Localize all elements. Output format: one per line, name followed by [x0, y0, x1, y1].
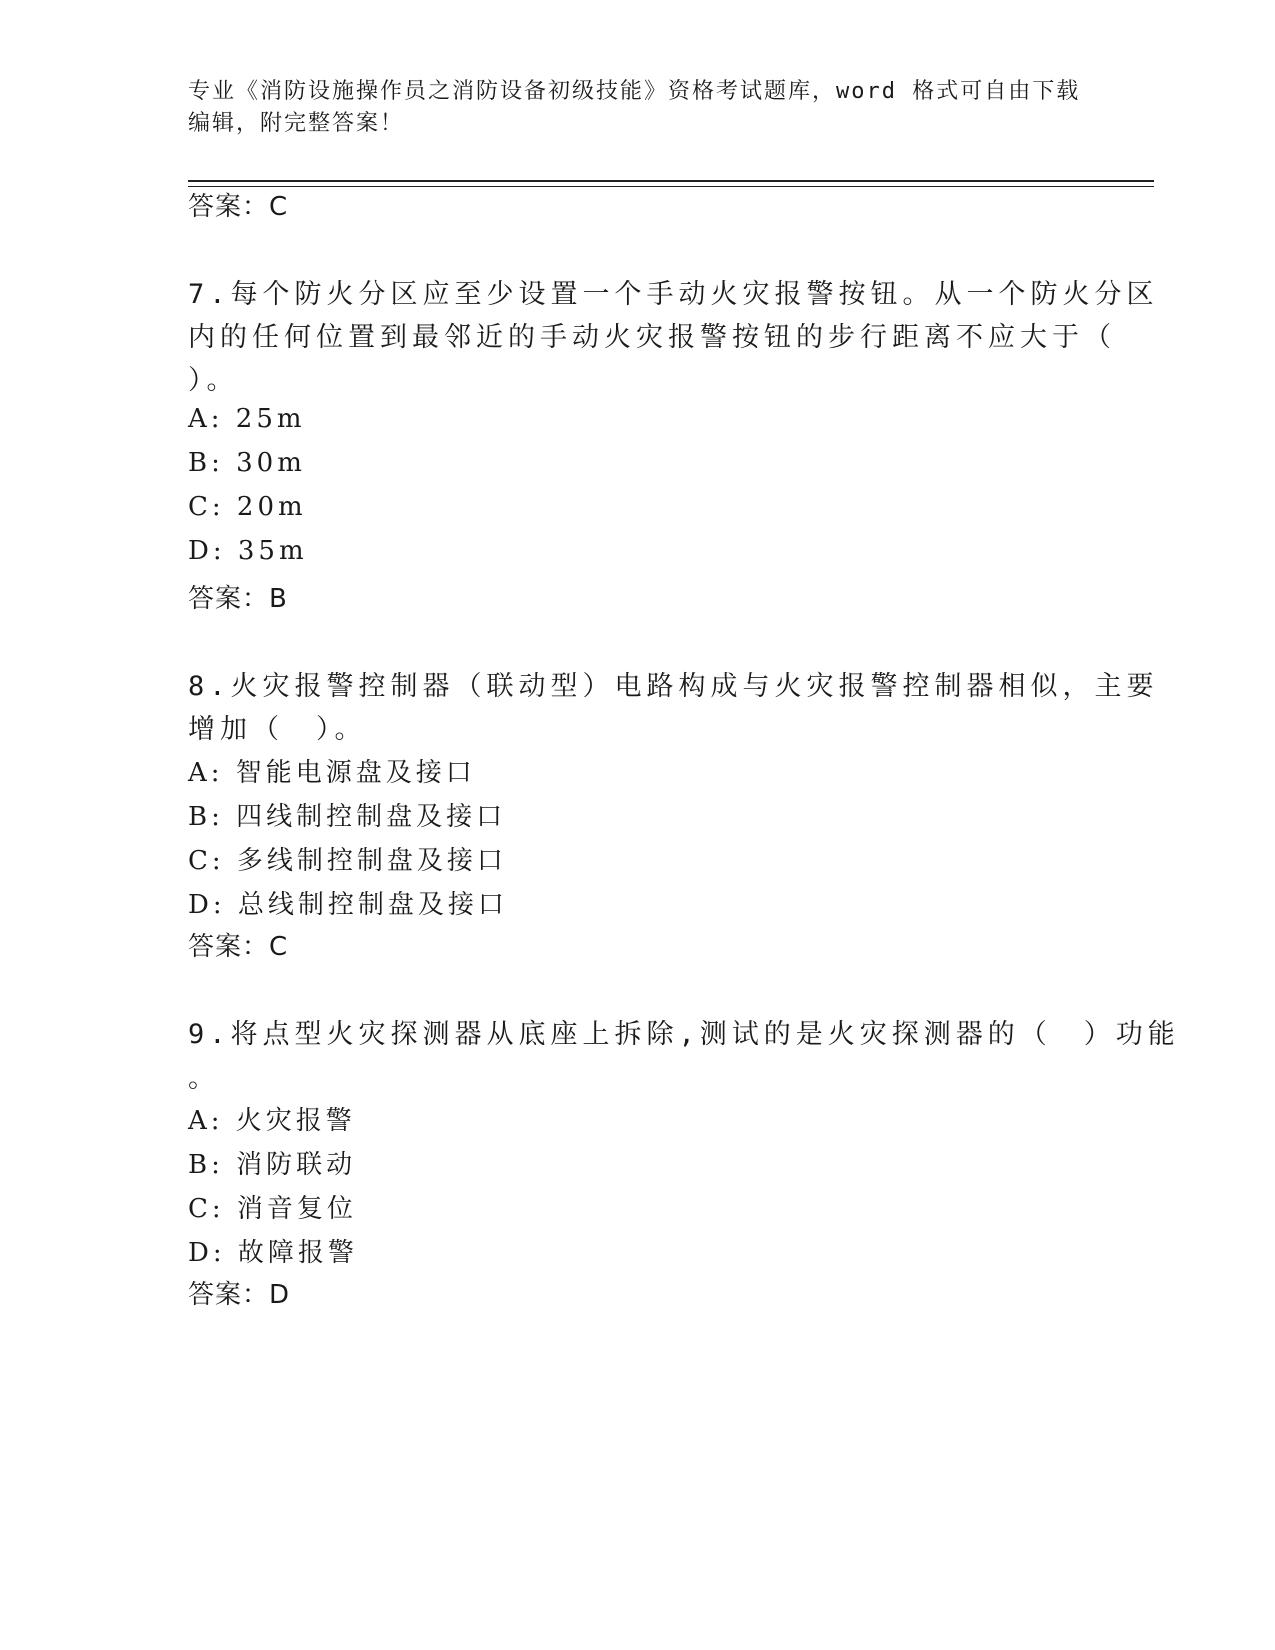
option-c: C: 消音复位	[188, 1194, 357, 1224]
question-stem-line: 7.每个防火分区应至少设置一个手动火灾报警按钮。从一个防火分区	[188, 279, 1159, 310]
answer: 答案：D	[188, 1280, 291, 1310]
option-d: D: 故障报警	[188, 1238, 358, 1268]
question-stem-line: 9.将点型火灾探测器从底座上拆除,测试的是火灾探测器的（ ）功能	[188, 1019, 1180, 1050]
option-b: B: 30m	[188, 448, 306, 478]
option-c: C: 多线制控制盘及接口	[188, 846, 507, 876]
document-header-text: 专业《消防设施操作员之消防设备初级技能》资格考试题库，word 格式可自由下载编辑，附完整答案！	[188, 79, 1081, 136]
option-a: A: 智能电源盘及接口	[188, 758, 476, 788]
answer: 答案：B	[188, 584, 288, 614]
option-c: C: 20m	[188, 492, 307, 522]
question-stem-line: 内的任何位置到最邻近的手动火灾报警按钮的步行距离不应大于（	[188, 322, 1116, 353]
option-d: D: 35m	[188, 536, 308, 566]
option-b: B: 四线制控制盘及接口	[188, 802, 507, 832]
option-a: A: 25m	[188, 404, 306, 434]
previous-answer: 答案：C	[188, 192, 289, 222]
option-b: B: 消防联动	[188, 1150, 357, 1180]
option-d: D: 总线制控制盘及接口	[188, 890, 508, 920]
option-a: A: 火灾报警	[188, 1106, 356, 1136]
question-stem-line: 8.火灾报警控制器（联动型）电路构成与火灾报警控制器相似，主要	[188, 671, 1159, 702]
header-divider-thick	[188, 180, 1154, 182]
question-stem-line: ）。	[188, 365, 239, 396]
answer: 答案：C	[188, 932, 289, 962]
question-stem-line: 。	[188, 1063, 220, 1094]
question-stem-line: 增加（ ）。	[188, 714, 367, 745]
header-divider-thin	[188, 186, 1154, 187]
